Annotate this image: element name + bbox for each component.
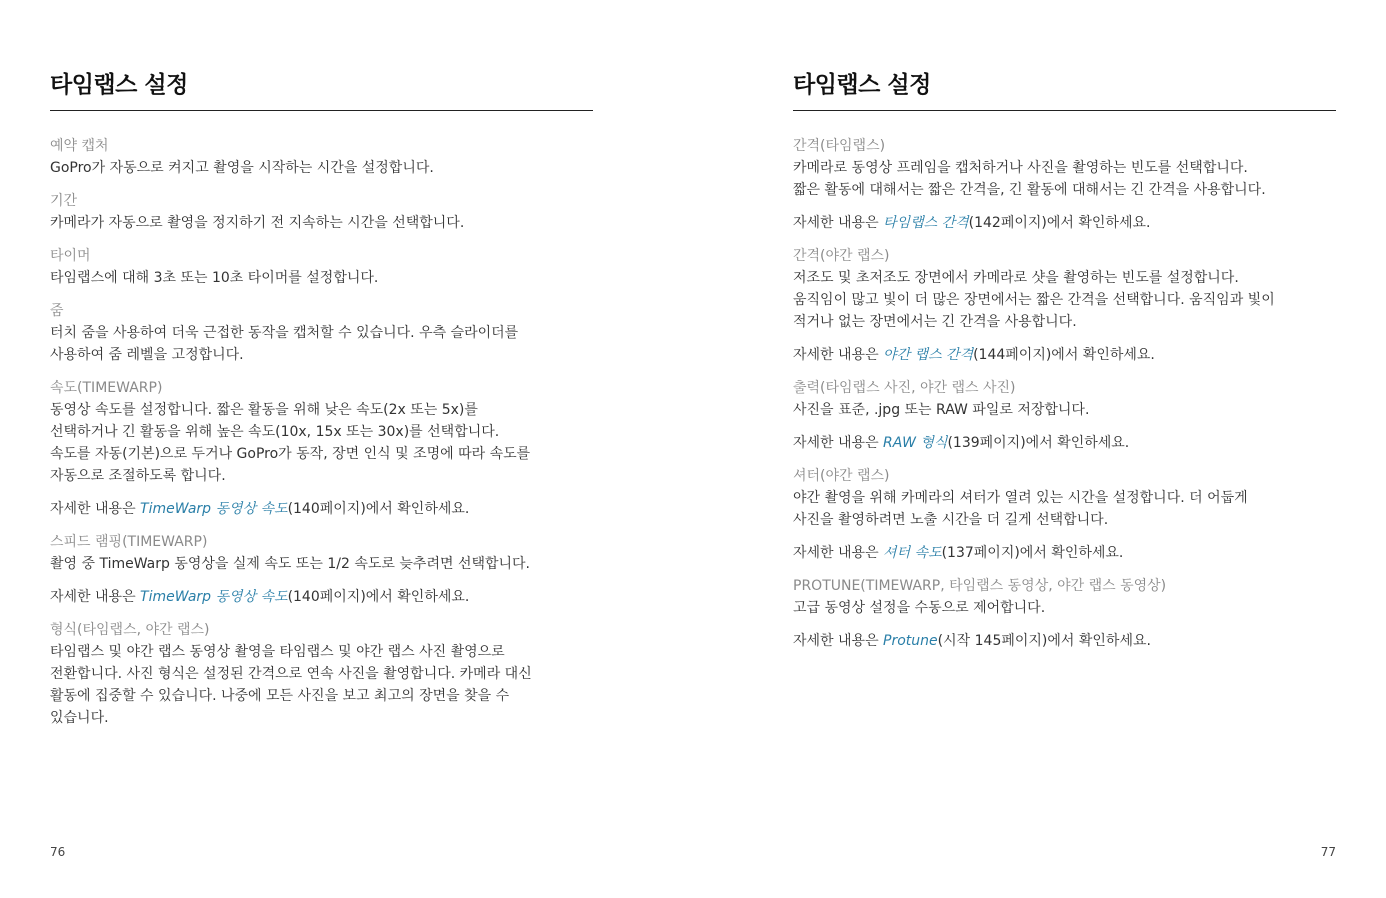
setting-description-line: 고급 동영상 설정을 수동으로 제어합니다. bbox=[793, 600, 1046, 616]
right-page bbox=[793, 0, 1336, 898]
setting-section bbox=[50, 300, 593, 366]
setting-description-line: 저조도 및 초저조도 장면에서 카메라로 샷을 촬영하는 빈도를 설정합니다. bbox=[793, 270, 1239, 286]
setting-section bbox=[50, 377, 593, 487]
reference-link[interactable]: 타임랩스 간격 bbox=[883, 215, 969, 231]
setting-section bbox=[50, 135, 593, 179]
setting-description-line: 사진을 촬영하려면 노출 시간을 더 길게 선택합니다. bbox=[793, 512, 1109, 528]
setting-description-line: 자동으로 조절하도록 합니다. bbox=[50, 468, 226, 484]
setting-heading: 스피드 램핑(TIMEWARP) bbox=[50, 534, 208, 550]
reference-link[interactable]: Protune bbox=[883, 633, 938, 649]
reference-link[interactable]: 야간 랩스 간격 bbox=[883, 347, 974, 363]
reference-link[interactable]: TimeWarp 동영상 속도 bbox=[140, 589, 288, 605]
setting-section bbox=[50, 619, 593, 729]
reference-suffix: (140페이지)에서 확인하세요. bbox=[287, 589, 470, 605]
reference-suffix: (144페이지)에서 확인하세요. bbox=[973, 347, 1155, 363]
setting-description-line: 짧은 활동에 대해서는 짧은 간격을, 긴 활동에 대해서는 긴 간격을 사용합니다. bbox=[793, 182, 1266, 198]
setting-section bbox=[793, 575, 1336, 619]
reference-line bbox=[793, 212, 1336, 234]
setting-heading: 간격(야간 랩스) bbox=[793, 248, 890, 264]
reference-line bbox=[793, 432, 1336, 454]
reference-line bbox=[793, 344, 1336, 366]
setting-section bbox=[50, 190, 593, 234]
reference-line bbox=[793, 630, 1336, 652]
setting-description-line: 타임랩스 및 야간 랩스 동영상 촬영을 타임랩스 및 야간 랩스 사진 촬영으로 bbox=[50, 644, 505, 660]
setting-section bbox=[50, 531, 593, 575]
page-title: 타임랩스 설정 bbox=[793, 72, 931, 98]
reference-link[interactable]: RAW 형식 bbox=[883, 435, 948, 451]
settings-list bbox=[50, 135, 593, 740]
setting-description-line: 사진을 표준, .jpg 또는 RAW 파일로 저장합니다. bbox=[793, 402, 1090, 418]
setting-section bbox=[793, 245, 1336, 333]
setting-description-line: 선택하거나 긴 활동을 위해 높은 속도(10x, 15x 또는 30x)를 선택합니다. bbox=[50, 424, 500, 440]
reference-link[interactable]: TimeWarp 동영상 속도 bbox=[140, 501, 288, 517]
reference-line bbox=[50, 586, 593, 608]
setting-heading: 타이머 bbox=[50, 248, 91, 264]
left-page bbox=[50, 0, 593, 898]
setting-description-line: 터치 줌을 사용하여 더욱 근접한 동작을 캡처할 수 있습니다. 우측 슬라이더를 bbox=[50, 325, 519, 341]
reference-line bbox=[50, 498, 593, 520]
reference-suffix: (시작 145페이지)에서 확인하세요. bbox=[937, 633, 1151, 649]
setting-description-line: 촬영 중 TimeWarp 동영상을 실제 속도 또는 1/2 속도로 늦추려면 선택합니다. bbox=[50, 556, 531, 572]
setting-description-line: GoPro가 자동으로 켜지고 촬영을 시작하는 시간을 설정합니다. bbox=[50, 160, 434, 176]
reference-suffix: (137페이지)에서 확인하세요. bbox=[941, 545, 1124, 561]
setting-heading: 출력(타임랩스 사진, 야간 랩스 사진) bbox=[793, 380, 1016, 396]
reference-prefix: 자세한 내용은 bbox=[793, 633, 884, 649]
setting-section bbox=[793, 465, 1336, 531]
setting-description-line: 적거나 없는 장면에서는 긴 간격을 사용합니다. bbox=[793, 314, 1077, 330]
reference-suffix: (139페이지)에서 확인하세요. bbox=[947, 435, 1130, 451]
setting-description-line: 카메라로 동영상 프레임을 캡처하거나 사진을 촬영하는 빈도를 선택합니다. bbox=[793, 160, 1248, 176]
setting-section bbox=[50, 245, 593, 289]
setting-description-line: 움직임이 많고 빛이 더 많은 장면에서는 짧은 간격을 선택합니다. 움직임과 빛이 bbox=[793, 292, 1275, 308]
reference-prefix: 자세한 내용은 bbox=[793, 347, 884, 363]
setting-description-line: 속도를 자동(기본)으로 두거나 GoPro가 동작, 장면 인식 및 조명에 따라 속도를 bbox=[50, 446, 531, 462]
setting-description-line: 타임랩스에 대해 3초 또는 10초 타이머를 설정합니다. bbox=[50, 270, 379, 286]
reference-line bbox=[793, 542, 1336, 564]
setting-heading: 셔터(야간 랩스) bbox=[793, 468, 890, 484]
reference-suffix: (140페이지)에서 확인하세요. bbox=[287, 501, 470, 517]
setting-section bbox=[793, 377, 1336, 421]
reference-prefix: 자세한 내용은 bbox=[793, 545, 884, 561]
setting-heading: 기간 bbox=[50, 193, 78, 209]
setting-description-line: 있습니다. bbox=[50, 710, 109, 726]
reference-link[interactable]: 셔터 속도 bbox=[883, 545, 942, 561]
reference-prefix: 자세한 내용은 bbox=[793, 435, 884, 451]
setting-description-line: 야간 촬영을 위해 카메라의 셔터가 열려 있는 시간을 설정합니다. 더 어둡게 bbox=[793, 490, 1248, 506]
reference-prefix: 자세한 내용은 bbox=[793, 215, 884, 231]
setting-heading: 예약 캡처 bbox=[50, 138, 109, 154]
setting-description-line: 카메라가 자동으로 촬영을 정지하기 전 지속하는 시간을 선택합니다. bbox=[50, 215, 465, 231]
setting-heading: 줌 bbox=[50, 303, 64, 319]
setting-description-line: 동영상 속도를 설정합니다. 짧은 활동을 위해 낮은 속도(2x 또는 5x)를 bbox=[50, 402, 478, 418]
setting-heading: 형식(타임랩스, 야간 랩스) bbox=[50, 622, 210, 638]
page-number: 77 bbox=[1320, 845, 1336, 859]
reference-suffix: (142페이지)에서 확인하세요. bbox=[968, 215, 1151, 231]
setting-description-line: 전환합니다. 사진 형식은 설정된 간격으로 연속 사진을 촬영합니다. 카메라 대신 bbox=[50, 666, 532, 682]
setting-heading: PROTUNE(TIMEWARP, 타임랩스 동영상, 야간 랩스 동영상) bbox=[793, 578, 1167, 594]
setting-heading: 간격(타임랩스) bbox=[793, 138, 886, 154]
reference-prefix: 자세한 내용은 bbox=[50, 501, 141, 517]
setting-description-line: 활동에 집중할 수 있습니다. 나중에 모든 사진을 보고 최고의 장면을 찾을 수 bbox=[50, 688, 510, 704]
reference-prefix: 자세한 내용은 bbox=[50, 589, 141, 605]
settings-list bbox=[793, 135, 1336, 663]
setting-heading: 속도(TIMEWARP) bbox=[50, 380, 163, 396]
setting-description-line: 사용하여 줌 레벨을 고정합니다. bbox=[50, 347, 244, 363]
page-title: 타임랩스 설정 bbox=[50, 72, 188, 98]
title-divider bbox=[793, 110, 1336, 111]
title-divider bbox=[50, 110, 593, 111]
setting-section bbox=[793, 135, 1336, 201]
page-number: 76 bbox=[50, 845, 66, 859]
